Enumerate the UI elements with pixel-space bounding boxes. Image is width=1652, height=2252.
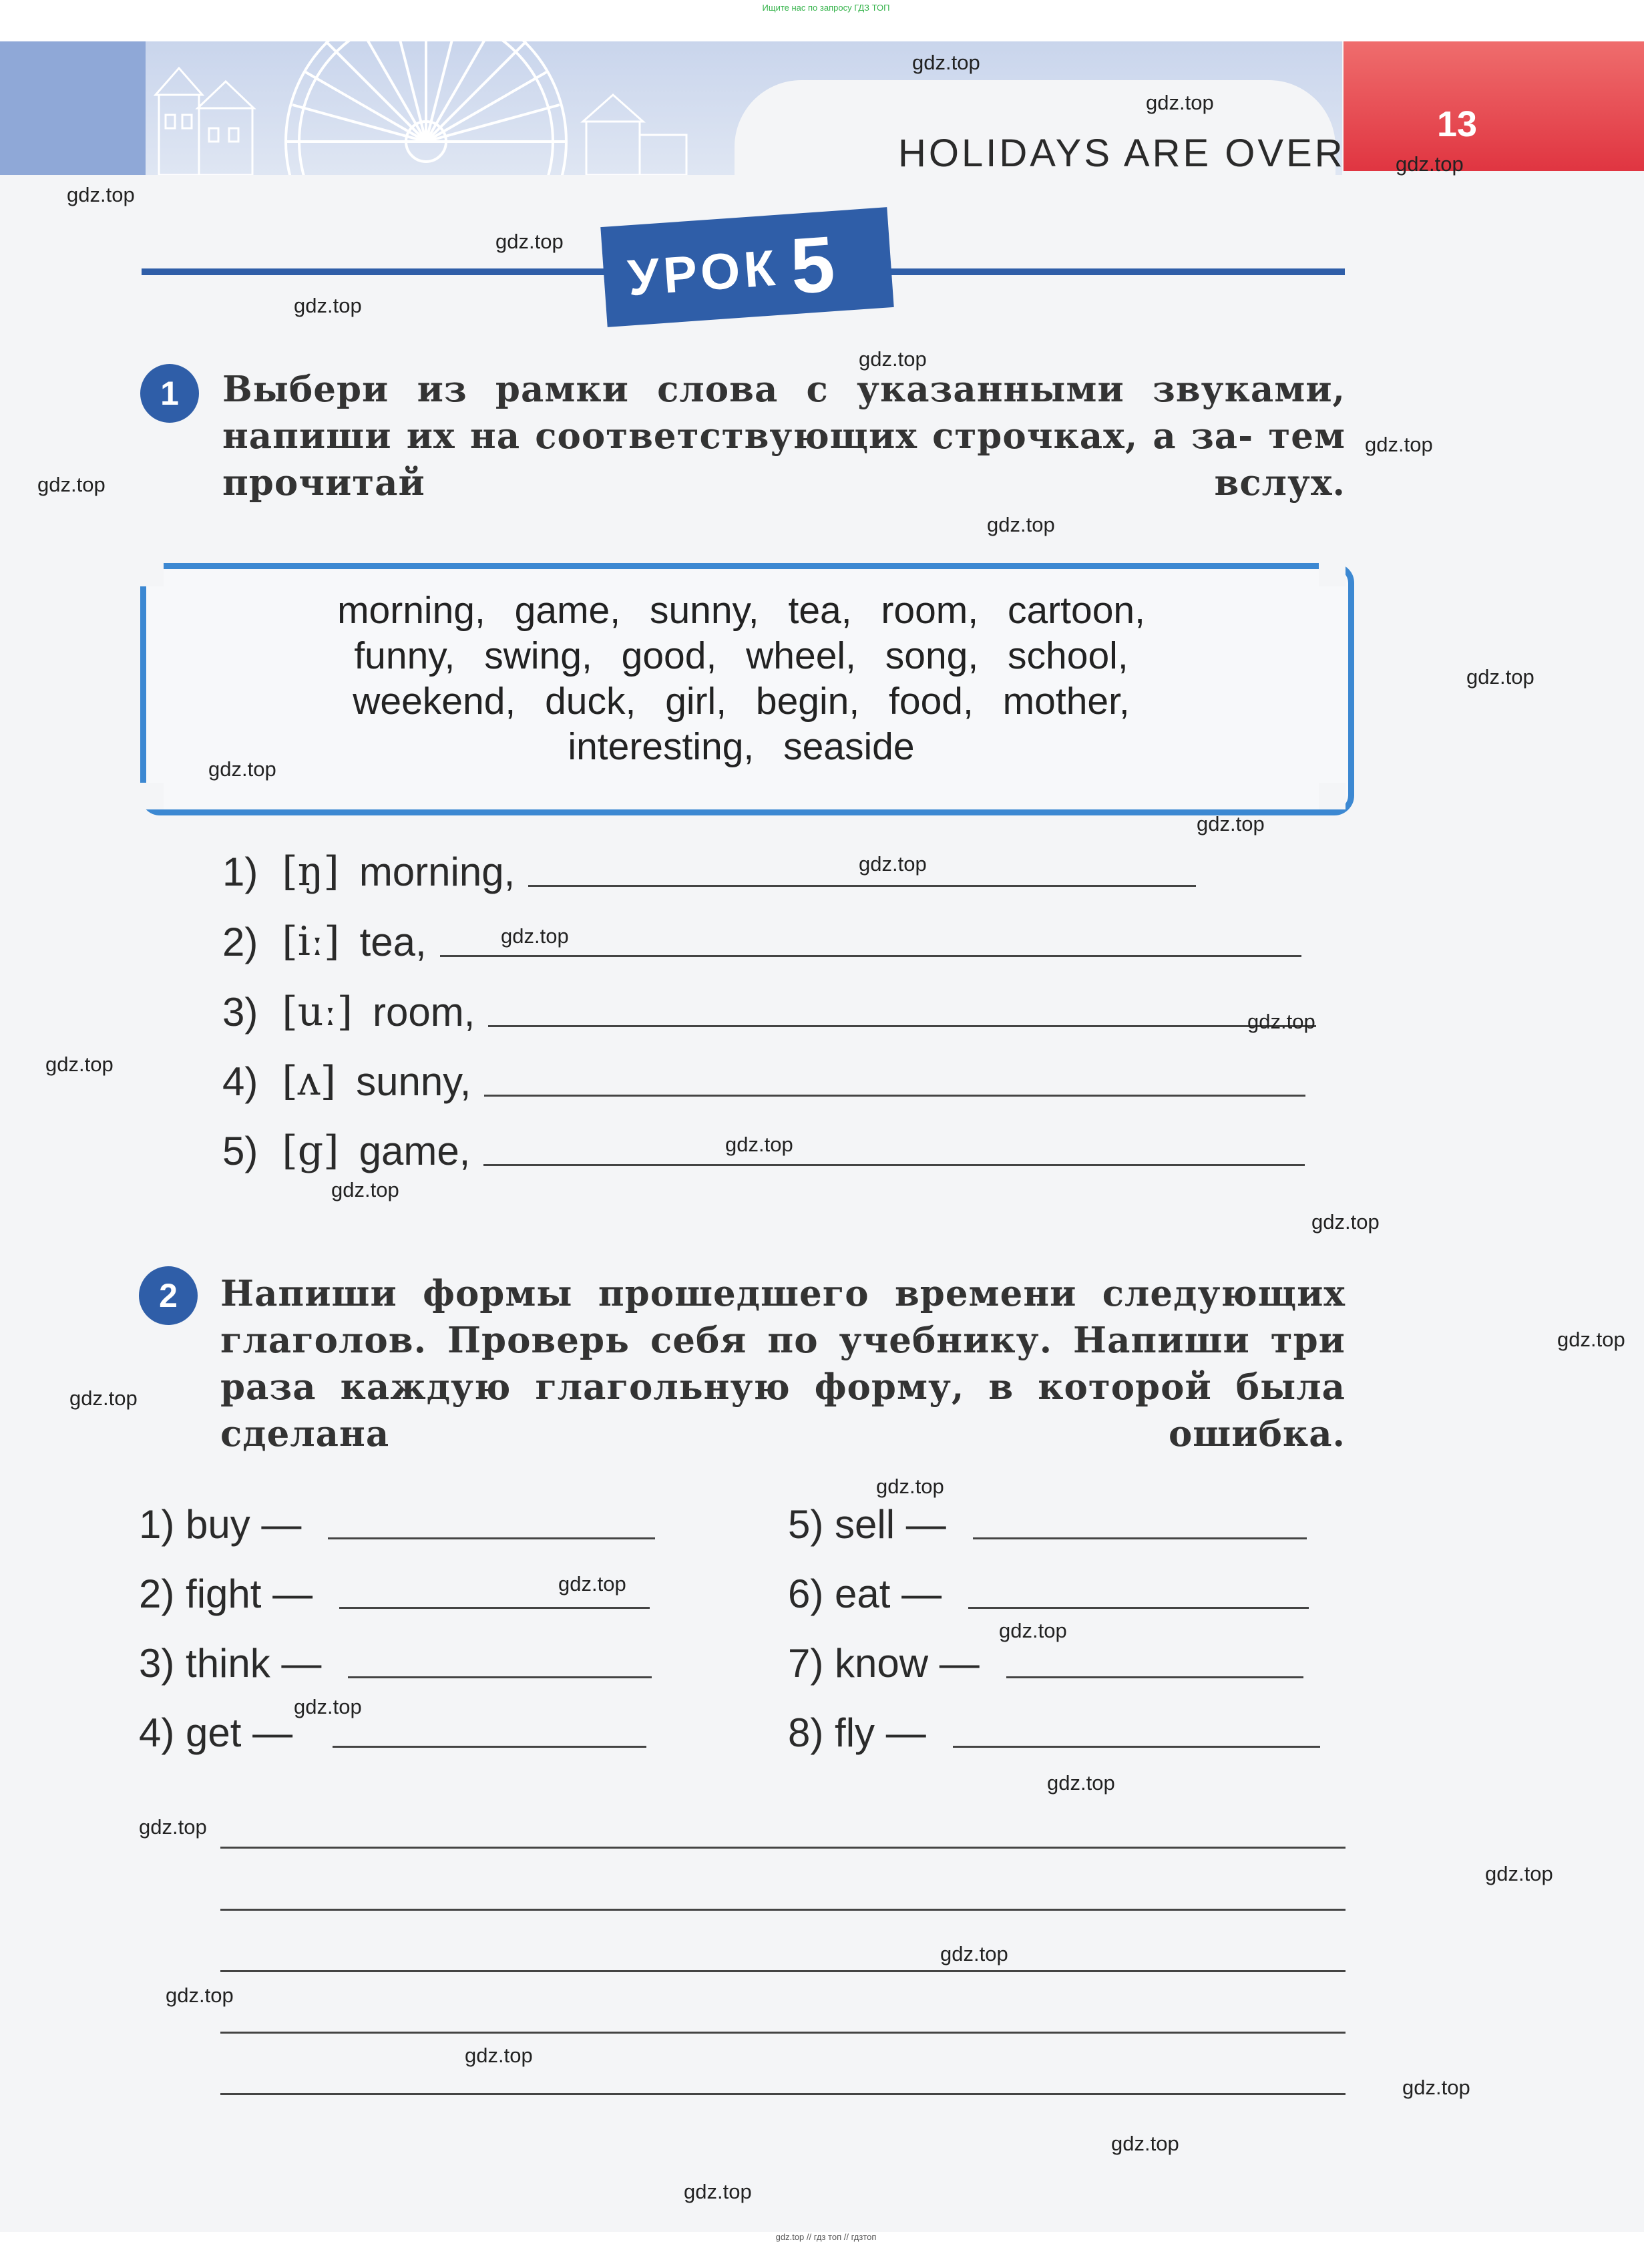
watermark: gdz.top [331, 1178, 399, 1201]
answer-line[interactable] [333, 1746, 646, 1748]
word-row [207, 588, 1275, 633]
watermark: gdz.top [67, 183, 135, 206]
verb-label: 8) fly — [788, 1710, 926, 1755]
watermark: gdz.top [1557, 1328, 1625, 1351]
watermark: gdz.top [465, 2044, 533, 2067]
example-word: tea, [359, 920, 427, 964]
watermark: gdz.top [725, 1133, 793, 1156]
watermark: gdz.top [1466, 665, 1534, 689]
item-number: 1) [222, 850, 258, 894]
word: duck, [545, 680, 636, 723]
verb-label: 6) eat — [788, 1571, 942, 1616]
item-number: 5) [222, 1129, 258, 1173]
lesson-word: УРОК [626, 239, 781, 307]
watermark: gdz.top [684, 2180, 752, 2203]
verb-row [788, 1640, 1303, 1686]
writing-line[interactable] [220, 1909, 1346, 1911]
example-word: room, [373, 990, 475, 1035]
word-row [207, 679, 1275, 724]
watermark: gdz.top [45, 1053, 114, 1076]
watermark: gdz.top [37, 473, 106, 496]
item-number: 2) [222, 920, 258, 964]
watermark: gdz.top [912, 51, 980, 74]
answer-line[interactable] [328, 1537, 655, 1539]
verb-label: 4) get — [139, 1710, 293, 1755]
sound-symbol: [ʌ] [282, 1058, 337, 1105]
item-number: 4) [222, 1059, 258, 1104]
watermark: gdz.top [859, 852, 927, 876]
watermark: gdz.top [558, 1572, 626, 1596]
watermark: gdz.top [166, 1984, 234, 2007]
answer-line[interactable] [953, 1746, 1320, 1748]
word-row [207, 633, 1275, 679]
verb-label: 3) think — [139, 1641, 322, 1686]
top-note: Ищите нас по запросу ГДЗ ТОП [762, 3, 890, 13]
example-word: sunny, [356, 1059, 471, 1104]
word: room, [881, 589, 979, 632]
writing-line[interactable] [220, 2093, 1346, 2095]
unit-title: HOLIDAYS ARE OVER [898, 132, 1346, 175]
watermark: gdz.top [501, 924, 569, 948]
verb-row [139, 1640, 652, 1686]
watermark: gdz.top [859, 347, 927, 371]
exercise-2-badge: 2 [139, 1266, 198, 1325]
verb-row [139, 1710, 646, 1756]
verb-label: 1) buy — [139, 1502, 302, 1547]
word: school, [1008, 634, 1128, 677]
verb-row [788, 1501, 1307, 1547]
sound-row [222, 988, 1316, 1035]
ferris-wheel-illustration [146, 41, 713, 175]
word: tea, [788, 589, 852, 632]
answer-line[interactable] [488, 1022, 1316, 1027]
verb-row [788, 1571, 1309, 1617]
task-line: глаголов. Проверь себя по учебнику. Напиши [220, 1320, 1250, 1361]
answer-line[interactable] [339, 1607, 650, 1609]
word-box-notch [137, 783, 164, 809]
watermark: gdz.top [294, 1695, 362, 1718]
page-edge [1644, 0, 1652, 2252]
sound-row [222, 918, 1301, 965]
sound-row [222, 848, 1196, 895]
watermark: gdz.top [1365, 433, 1433, 456]
answer-line[interactable] [440, 952, 1301, 957]
answer-line[interactable] [1006, 1676, 1303, 1678]
watermark: gdz.top [1402, 2076, 1470, 2099]
watermark: gdz.top [1396, 152, 1464, 176]
word-row [207, 724, 1275, 769]
exercise-1-instructions [222, 366, 1346, 553]
sound-symbol: [ŋ] [282, 848, 339, 895]
word: funny, [354, 634, 455, 677]
watermark: gdz.top [208, 757, 276, 781]
task-line: была сделана ошибка. [220, 1366, 1346, 1455]
writing-line[interactable] [220, 1847, 1346, 1849]
watermark: gdz.top [999, 1619, 1067, 1642]
watermark: gdz.top [940, 1942, 1008, 1965]
sound-symbol: [g] [282, 1127, 339, 1174]
word: weekend, [353, 680, 516, 723]
answer-line[interactable] [483, 1161, 1305, 1166]
exercise-1-badge: 1 [140, 364, 199, 423]
verb-row [139, 1501, 655, 1547]
watermark: gdz.top [495, 230, 564, 253]
writing-line[interactable] [220, 2032, 1346, 2034]
task-line: Напиши формы прошедшего времени следующих [220, 1273, 1346, 1314]
watermark: gdz.top [69, 1386, 138, 1410]
word-box-notch [137, 560, 164, 586]
word: sunny, [649, 589, 759, 632]
watermark: gdz.top [294, 294, 362, 317]
header-blue-strip [0, 41, 146, 175]
task-line: три раза каждую глагольную форму, в которой [220, 1320, 1346, 1408]
word: morning, [337, 589, 485, 632]
word: girl, [665, 680, 727, 723]
watermark: gdz.top [1485, 1862, 1553, 1885]
verb-label: 5) sell — [788, 1502, 946, 1547]
answer-line[interactable] [348, 1676, 652, 1678]
sound-symbol: [iː] [282, 918, 340, 965]
word: mother, [1002, 680, 1130, 723]
writing-line[interactable] [220, 1970, 1346, 1972]
item-number: 3) [222, 990, 258, 1035]
watermark: gdz.top [1197, 812, 1265, 835]
word-list [207, 588, 1275, 769]
task-line: Выбери из рамки слова с указанными звуками, [222, 369, 1346, 410]
lesson-heading [625, 218, 838, 323]
word: interesting, [568, 725, 755, 768]
watermark: gdz.top [876, 1475, 944, 1498]
verb-label: 2) fight — [139, 1571, 313, 1616]
verb-label: 7) know — [788, 1641, 980, 1686]
word: game, [514, 589, 621, 632]
watermark: gdz.top [1047, 1771, 1115, 1795]
watermark: gdz.top [1311, 1210, 1380, 1234]
answer-line[interactable] [528, 882, 1196, 887]
answer-line[interactable] [484, 1092, 1305, 1097]
sound-row [222, 1058, 1305, 1105]
example-word: game, [359, 1129, 471, 1173]
answer-line[interactable] [968, 1607, 1309, 1609]
word: begin, [755, 680, 860, 723]
watermark: gdz.top [1146, 91, 1214, 114]
word: food, [889, 680, 974, 723]
watermark: gdz.top [1111, 2132, 1179, 2155]
word: seaside [783, 725, 915, 768]
word: wheel, [746, 634, 856, 677]
word: swing, [484, 634, 592, 677]
word: cartoon, [1007, 589, 1145, 632]
bottom-note: gdz.top // гдз топ // гдзтоп [775, 2232, 877, 2242]
task-line: напиши их на соответствующих строчках, а за- [222, 415, 1254, 457]
sound-symbol: [uː] [282, 988, 353, 1035]
page-number: 13 [1436, 104, 1478, 144]
example-word: morning, [359, 850, 515, 894]
exercise-2-instructions [220, 1270, 1346, 1504]
word-box-notch [1319, 783, 1346, 809]
lesson-number: 5 [787, 220, 838, 311]
word: good, [621, 634, 717, 677]
word: song, [885, 634, 979, 677]
word-box-notch [1319, 560, 1346, 586]
answer-line[interactable] [973, 1537, 1307, 1539]
watermark: gdz.top [987, 513, 1055, 536]
watermark: gdz.top [139, 1815, 207, 1839]
watermark: gdz.top [1247, 1010, 1315, 1033]
verb-row [788, 1710, 1320, 1756]
task-line: тем прочитай вслух. [222, 415, 1346, 504]
